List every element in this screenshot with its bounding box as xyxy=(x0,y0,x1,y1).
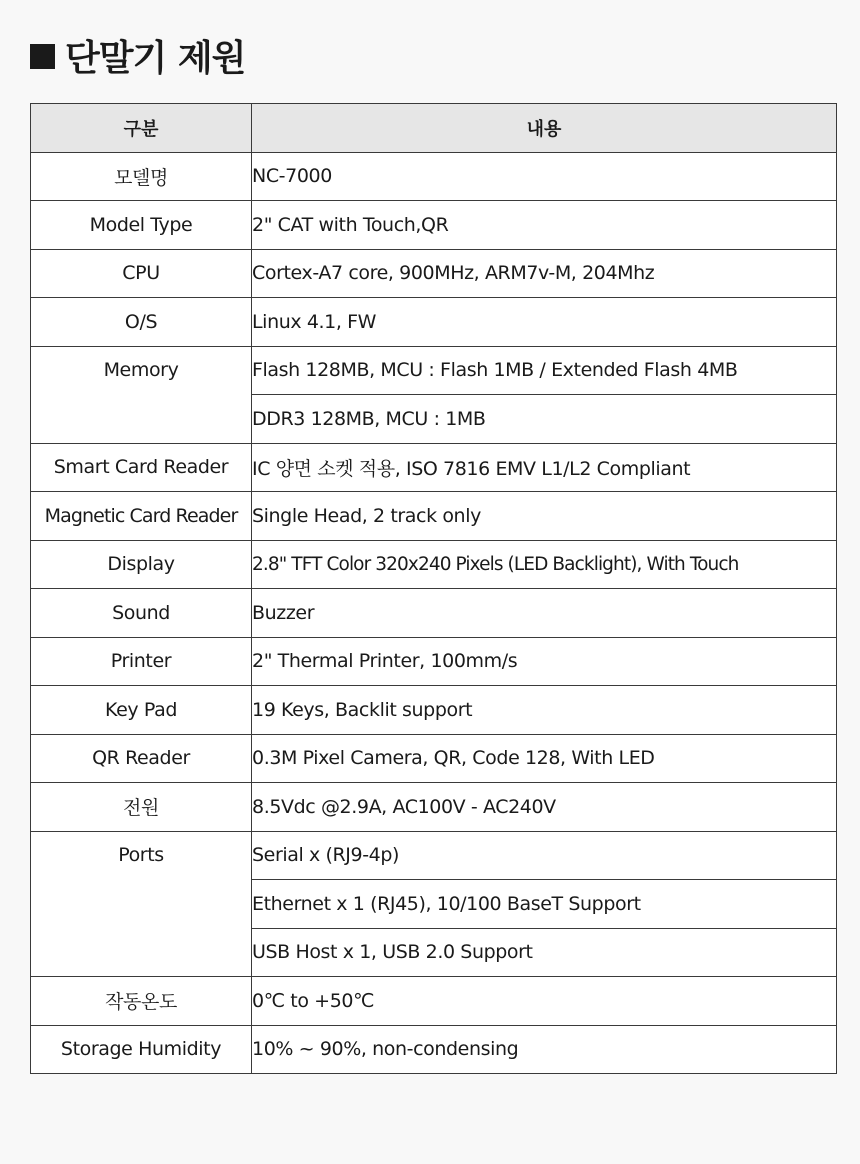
row-value: 10% ~ 90%, non-condensing xyxy=(252,1025,837,1074)
header-category: 구분 xyxy=(31,104,252,153)
page-title: 단말기 제원 xyxy=(65,37,246,79)
table-row xyxy=(31,831,837,880)
row-value: Single Head, 2 track only xyxy=(252,492,837,541)
table-row xyxy=(31,201,837,250)
row-value: Serial x (RJ9-4p) xyxy=(252,831,837,880)
row-value: Buzzer xyxy=(252,589,837,638)
row-value: DDR3 128MB, MCU : 1MB xyxy=(252,395,837,444)
row-value: Linux 4.1, FW xyxy=(252,298,837,347)
row-value: 8.5Vdc @2.9A, AC100V - AC240V xyxy=(252,783,837,832)
row-value: NC-7000 xyxy=(252,152,837,201)
row-category: QR Reader xyxy=(31,734,252,783)
table-row xyxy=(31,783,837,832)
table-row xyxy=(31,492,837,541)
table-row xyxy=(31,249,837,298)
row-category: Key Pad xyxy=(31,686,252,735)
row-category: 작동온도 xyxy=(31,977,252,1026)
table-row xyxy=(31,686,837,735)
row-value: USB Host x 1, USB 2.0 Support xyxy=(252,928,837,977)
header-content: 내용 xyxy=(252,104,837,153)
table-row xyxy=(31,637,837,686)
row-category: O/S xyxy=(31,298,252,347)
row-value: 0.3M Pixel Camera, QR, Code 128, With LED xyxy=(252,734,837,783)
row-category: 전원 xyxy=(31,783,252,832)
table-row xyxy=(31,589,837,638)
spec-table xyxy=(30,103,837,1074)
row-category: Display xyxy=(31,540,252,589)
row-category: Smart Card Reader xyxy=(31,443,252,492)
row-value: 0℃ to +50℃ xyxy=(252,977,837,1026)
row-value: 2" CAT with Touch,QR xyxy=(252,201,837,250)
row-category: Storage Humidity xyxy=(31,1025,252,1074)
row-category: Model Type xyxy=(31,201,252,250)
table-row xyxy=(31,540,837,589)
row-category: Memory xyxy=(31,346,252,443)
table-row xyxy=(31,734,837,783)
row-value: 2" Thermal Printer, 100mm/s xyxy=(252,637,837,686)
row-value: Ethernet x 1 (RJ45), 10/100 BaseT Support xyxy=(252,880,837,929)
row-value: 2.8" TFT Color 320x240 Pixels (LED Backlight), With Touch xyxy=(252,540,837,589)
table-row xyxy=(31,1025,837,1074)
table-row xyxy=(31,298,837,347)
page-title-row xyxy=(30,30,245,80)
row-category: CPU xyxy=(31,249,252,298)
title-square-icon xyxy=(30,44,55,69)
row-category: Magnetic Card Reader xyxy=(31,492,252,541)
row-category: Printer xyxy=(31,637,252,686)
table-row xyxy=(31,346,837,395)
row-value: IC 양면 소켓 적용, ISO 7816 EMV L1/L2 Compliant xyxy=(252,443,837,492)
table-row xyxy=(31,443,837,492)
table-header-row xyxy=(31,104,837,153)
row-category: Sound xyxy=(31,589,252,638)
row-value: Cortex-A7 core, 900MHz, ARM7v-M, 204Mhz xyxy=(252,249,837,298)
row-category: Ports xyxy=(31,831,252,977)
row-value: 19 Keys, Backlit support xyxy=(252,686,837,735)
row-category: 모델명 xyxy=(31,152,252,201)
table-row xyxy=(31,152,837,201)
row-value: Flash 128MB, MCU : Flash 1MB / Extended Flash 4MB xyxy=(252,346,837,395)
table-row xyxy=(31,977,837,1026)
